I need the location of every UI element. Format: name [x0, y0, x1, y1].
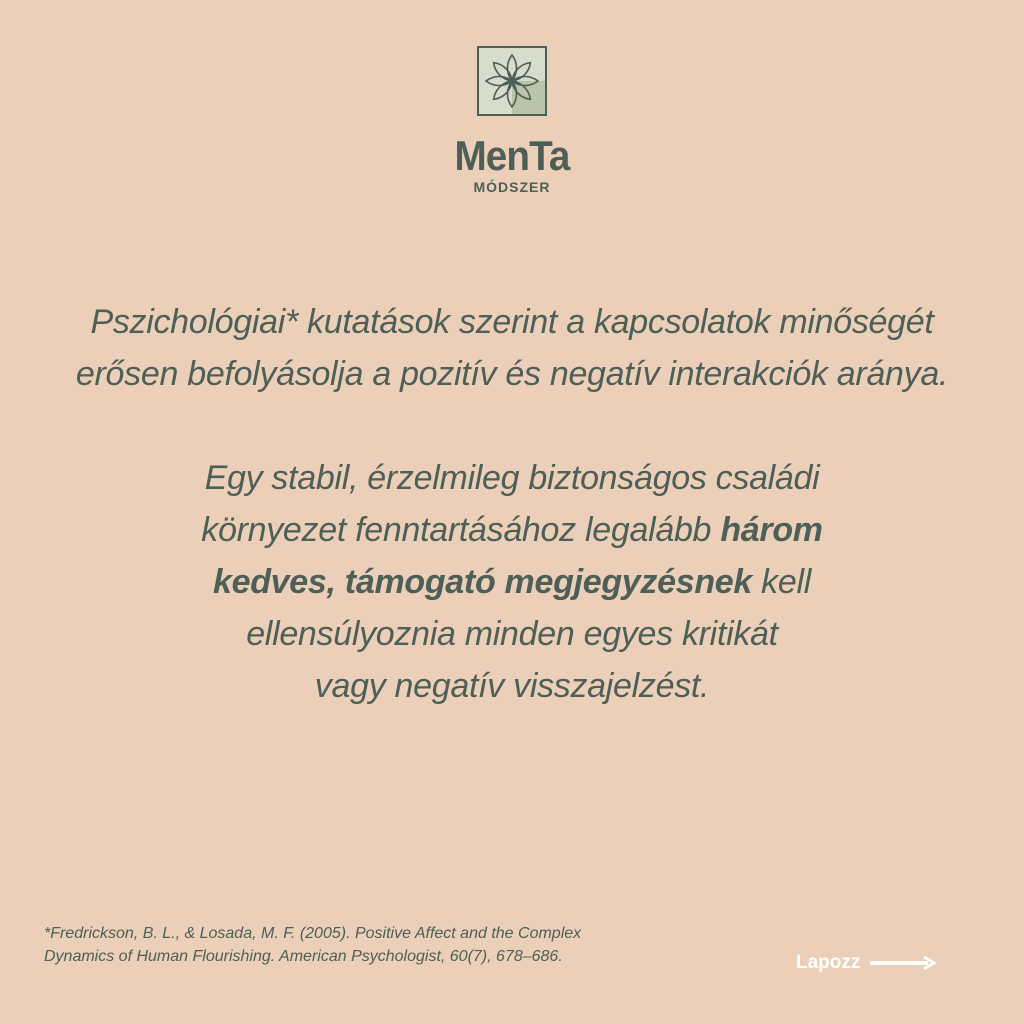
paragraph-research: Pszichológiai* kutatások szerint a kapcsolatok minőségét erősen befolyásolja a pozitív és negatív interakciók aránya.: [75, 303, 949, 393]
p2-line2-pre: környezet fenntartásához legalább: [201, 511, 721, 549]
paragraph-ratio: [60, 452, 964, 712]
swipe-button[interactable]: [796, 952, 936, 974]
footnote-citation: *Fredrickson, B. L., & Losada, M. F. (2005). Positive Affect and the Complex Dynamics of Human Flourishing. American Psychologist, 60(7), 678–686.: [44, 925, 582, 965]
swipe-label: Lapozz: [796, 952, 861, 973]
p2-line5: vagy negatív visszajelzést.: [314, 667, 710, 705]
arrow-right-icon: [870, 955, 936, 971]
brand-name: MenTa: [454, 132, 570, 179]
p2-line3-post: kell: [752, 563, 811, 601]
main-text: [60, 296, 964, 712]
brand-logo: [0, 46, 1024, 195]
p2-line4: ellensúlyoznia minden egyes kritikát: [246, 615, 778, 653]
brand-subtitle: MÓDSZER: [473, 179, 551, 195]
leaf-flower-icon: [477, 46, 547, 116]
p2-line1: Egy stabil, érzelmileg biztonságos családi: [204, 459, 820, 497]
p2-bold-three: három: [720, 511, 823, 549]
p2-bold-kind-remarks: kedves, támogató megjegyzésnek: [213, 563, 753, 601]
